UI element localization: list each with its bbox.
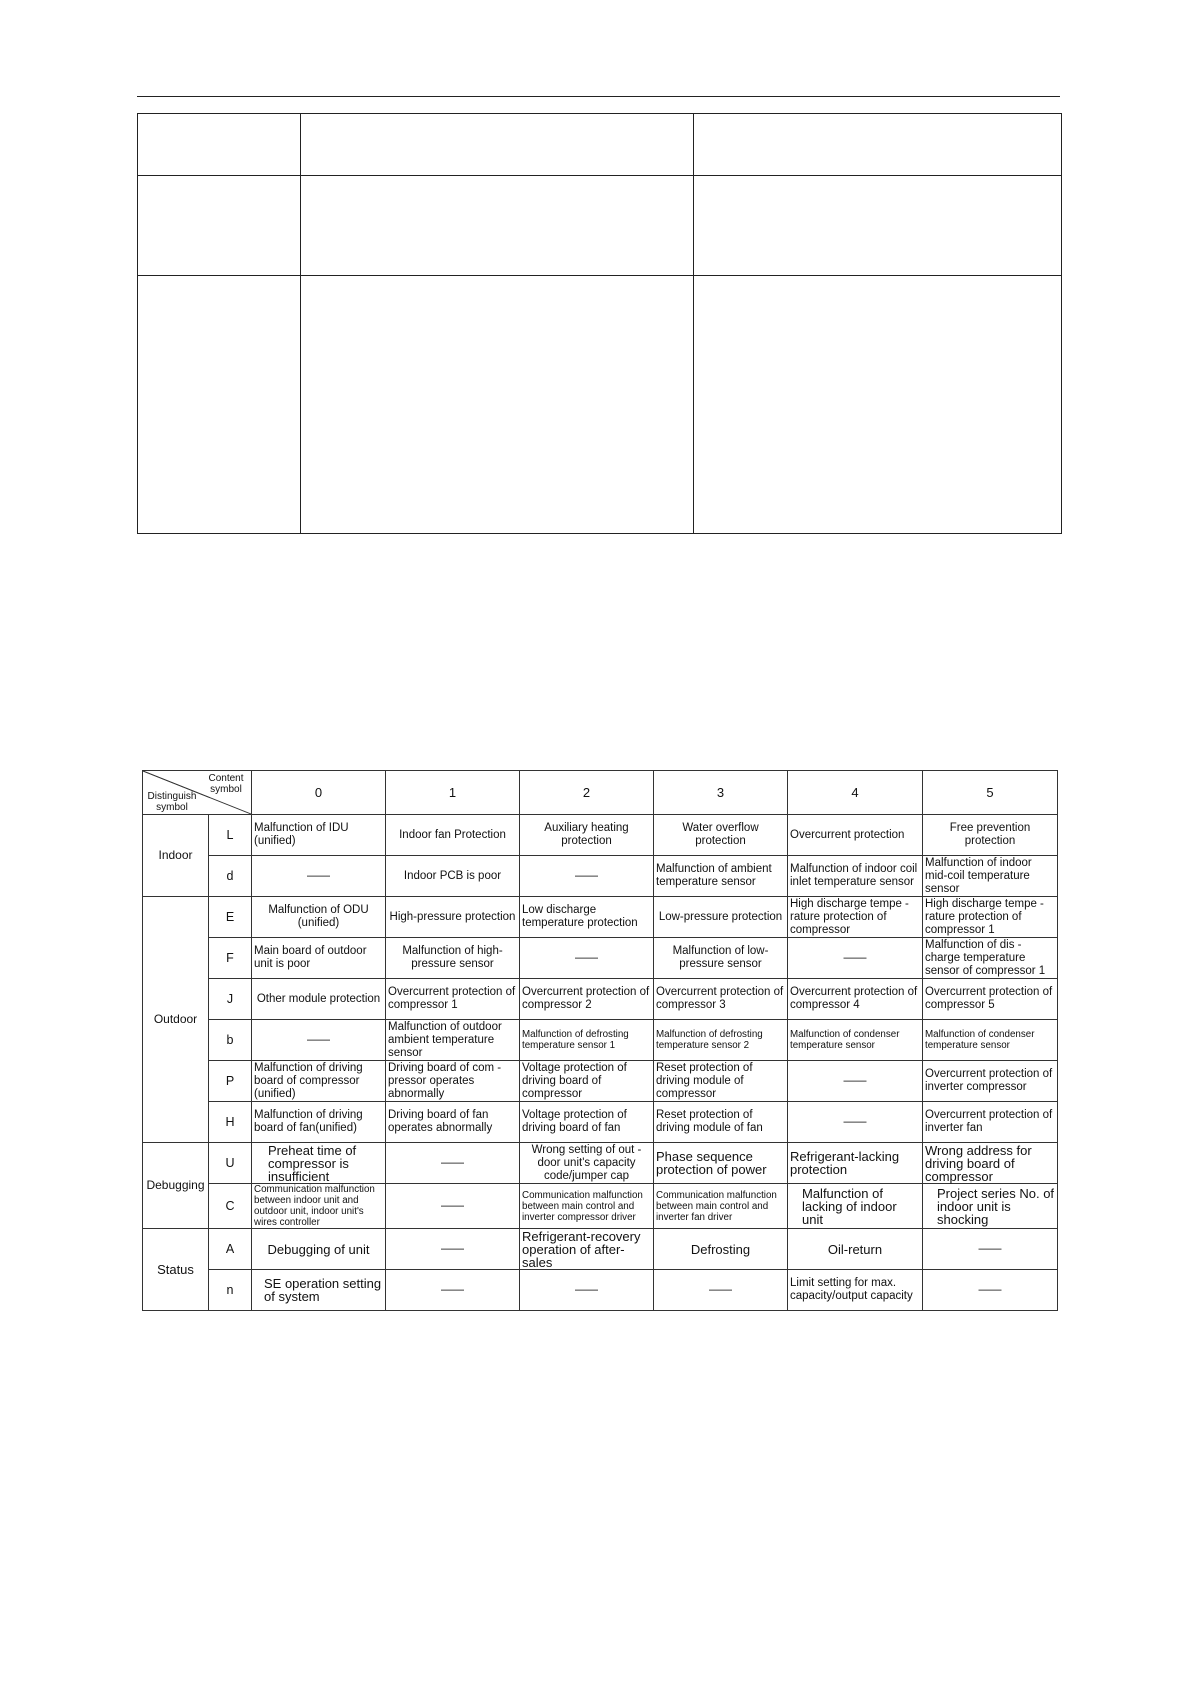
table-cell: SE operation setting of system xyxy=(252,1270,386,1311)
table-cell: Phase sequence protection of power xyxy=(654,1143,788,1184)
table-cell: Auxiliary heating protection xyxy=(520,815,654,856)
table-cell: Water overflow protection xyxy=(654,815,788,856)
table-cell: Communication malfunction between indoor unit and outdoor unit, indoor unit's wires controller xyxy=(252,1184,386,1229)
table-cell: Malfunction of driving board of fan(unified) xyxy=(252,1102,386,1143)
table-cell: Oil-return xyxy=(788,1229,923,1270)
table-cell: Overcurrent protection xyxy=(788,815,923,856)
table-cell: Project series No. of indoor unit is shocking xyxy=(923,1184,1058,1229)
column-header: 1 xyxy=(386,771,520,815)
table-row xyxy=(143,1143,1058,1184)
distinguish-symbol-label: Distinguish symbol xyxy=(147,791,197,813)
table-corner-header xyxy=(143,771,252,815)
table-cell: Malfunction of indoor mid-coil temperature sensor xyxy=(923,856,1058,897)
table-cell: —— xyxy=(923,1270,1058,1311)
table-row xyxy=(143,1229,1058,1270)
table-row xyxy=(143,856,1058,897)
row-symbol: L xyxy=(209,815,252,856)
table-cell: Low-pressure protection xyxy=(654,897,788,938)
row-symbol: n xyxy=(209,1270,252,1311)
table-cell: Malfunction of IDU (unified) xyxy=(252,815,386,856)
table-row xyxy=(143,938,1058,979)
table-cell: —— xyxy=(788,1102,923,1143)
table-cell: Wrong address for driving board of compressor xyxy=(923,1143,1058,1184)
content-symbol-label: Content symbol xyxy=(208,773,244,795)
table-row xyxy=(143,1184,1058,1229)
table-cell: Malfunction of condenser temperature sensor xyxy=(788,1020,923,1061)
table-cell: Malfunction of ambient temperature sensor xyxy=(654,856,788,897)
group-label-debugging: Debugging xyxy=(143,1143,209,1229)
column-header: 4 xyxy=(788,771,923,815)
column-header: 2 xyxy=(520,771,654,815)
row-symbol: b xyxy=(209,1020,252,1061)
column-header: 0 xyxy=(252,771,386,815)
table-cell: —— xyxy=(252,856,386,897)
table-cell: Indoor PCB is poor xyxy=(386,856,520,897)
table-cell: —— xyxy=(386,1270,520,1311)
row-symbol: H xyxy=(209,1102,252,1143)
table-row xyxy=(143,815,1058,856)
table-cell: —— xyxy=(386,1229,520,1270)
row-symbol: E xyxy=(209,897,252,938)
table-cell: —— xyxy=(252,1020,386,1061)
table-cell: Overcurrent protection of inverter fan xyxy=(923,1102,1058,1143)
table-row xyxy=(143,897,1058,938)
table-cell: Malfunction of driving board of compressor (unified) xyxy=(252,1061,386,1102)
row-symbol: A xyxy=(209,1229,252,1270)
table-cell: Low discharge temperature protection xyxy=(520,897,654,938)
table-cell: Overcurrent protection of compressor 2 xyxy=(520,979,654,1020)
table-cell: Indoor fan Protection xyxy=(386,815,520,856)
table-cell: Communication malfunction between main control and inverter fan driver xyxy=(654,1184,788,1229)
table-cell: Free prevention protection xyxy=(923,815,1058,856)
table-cell: Malfunction of low-pressure sensor xyxy=(654,938,788,979)
table-cell: Other module protection xyxy=(252,979,386,1020)
table-cell: Malfunction of dis -charge temperature sensor of compressor 1 xyxy=(923,938,1058,979)
table-cell: Malfunction of condenser temperature sensor xyxy=(923,1020,1058,1061)
row-symbol: U xyxy=(209,1143,252,1184)
table-cell: Malfunction of indoor coil inlet temperature sensor xyxy=(788,856,923,897)
row-symbol: J xyxy=(209,979,252,1020)
table-cell: Overcurrent protection of compressor 3 xyxy=(654,979,788,1020)
table-cell: —— xyxy=(520,938,654,979)
table-cell: Malfunction of lacking of indoor unit xyxy=(788,1184,923,1229)
table-cell: Overcurrent protection of compressor 1 xyxy=(386,979,520,1020)
table-cell: Preheat time of compressor is insufficient xyxy=(252,1143,386,1184)
table-cell: Defrosting xyxy=(654,1229,788,1270)
table-row xyxy=(143,1270,1058,1311)
table-cell: —— xyxy=(654,1270,788,1311)
column-header: 5 xyxy=(923,771,1058,815)
table-row xyxy=(143,1020,1058,1061)
table-cell: Communication malfunction between main control and inverter compressor driver xyxy=(520,1184,654,1229)
group-label-indoor: Indoor xyxy=(143,815,209,897)
fault-code-table xyxy=(142,770,1058,1311)
table-cell: High-pressure protection xyxy=(386,897,520,938)
table-cell: Malfunction of ODU (unified) xyxy=(252,897,386,938)
table-cell: Voltage protection of driving board of fan xyxy=(520,1102,654,1143)
blank-header-table xyxy=(137,113,1062,534)
table-cell: —— xyxy=(923,1229,1058,1270)
row-symbol: C xyxy=(209,1184,252,1229)
group-label-status: Status xyxy=(143,1229,209,1311)
table-row xyxy=(143,1061,1058,1102)
table-cell: Malfunction of outdoor ambient temperature sensor xyxy=(386,1020,520,1061)
table-cell: Driving board of fan operates abnormally xyxy=(386,1102,520,1143)
table-cell: Voltage protection of driving board of compressor xyxy=(520,1061,654,1102)
table-cell: —— xyxy=(788,938,923,979)
table-cell: Reset protection of driving module of fan xyxy=(654,1102,788,1143)
table-cell: Malfunction of high-pressure sensor xyxy=(386,938,520,979)
table-row xyxy=(143,979,1058,1020)
table-cell: Malfunction of defrosting temperature sensor 2 xyxy=(654,1020,788,1061)
table-cell: Debugging of unit xyxy=(252,1229,386,1270)
table-cell: Driving board of com -pressor operates abnormally xyxy=(386,1061,520,1102)
group-label-outdoor: Outdoor xyxy=(143,897,209,1143)
table-cell: High discharge tempe -rature protection of compressor xyxy=(788,897,923,938)
table-cell: —— xyxy=(386,1143,520,1184)
table-cell: Overcurrent protection of compressor 5 xyxy=(923,979,1058,1020)
table-cell: Limit setting for max. capacity/output capacity xyxy=(788,1270,923,1311)
row-symbol: P xyxy=(209,1061,252,1102)
column-header: 3 xyxy=(654,771,788,815)
table-cell: Wrong setting of out -door unit's capacity code/jumper cap xyxy=(520,1143,654,1184)
header-rule xyxy=(137,96,1060,97)
table-cell: Main board of outdoor unit is poor xyxy=(252,938,386,979)
table-cell: Refrigerant-recovery operation of after-sales xyxy=(520,1229,654,1270)
table-cell: —— xyxy=(386,1184,520,1229)
row-symbol: F xyxy=(209,938,252,979)
table-cell: —— xyxy=(520,856,654,897)
table-cell: —— xyxy=(788,1061,923,1102)
table-cell: Reset protection of driving module of compressor xyxy=(654,1061,788,1102)
table-cell: Overcurrent protection of compressor 4 xyxy=(788,979,923,1020)
table-cell: Malfunction of defrosting temperature sensor 1 xyxy=(520,1020,654,1061)
table-cell: High discharge tempe -rature protection of compressor 1 xyxy=(923,897,1058,938)
table-cell: —— xyxy=(520,1270,654,1311)
table-row xyxy=(143,1102,1058,1143)
table-cell: Refrigerant-lacking protection xyxy=(788,1143,923,1184)
row-symbol: d xyxy=(209,856,252,897)
table-cell: Overcurrent protection of inverter compressor xyxy=(923,1061,1058,1102)
